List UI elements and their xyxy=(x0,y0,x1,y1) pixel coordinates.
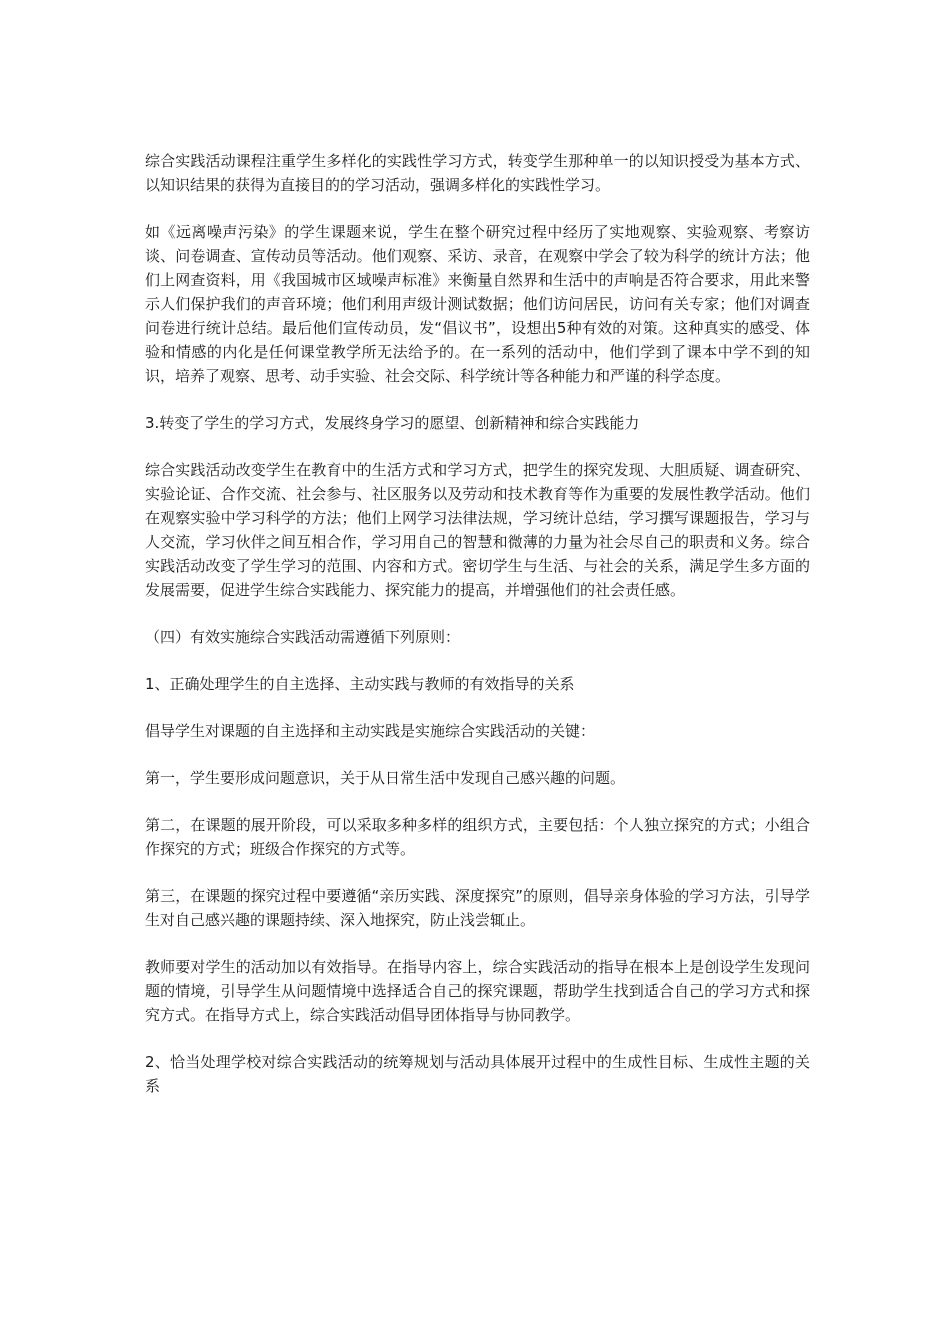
principle-1-heading: 1、正确处理学生的自主选择、主动实践与教师的有效指导的关系 xyxy=(145,675,575,693)
document-body xyxy=(145,149,810,1121)
paragraph-third: 第三，在课题的探究过程中要遵循“亲历实践、深度探究”的原则，倡导亲身体验的学习方法，引导学生对自己感兴趣的课题持续、深入地探究，防止浅尝辄止。 xyxy=(145,887,810,929)
paragraph-key-point: 倡导学生对课题的自主选择和主动实践是实施综合实践活动的关键： xyxy=(145,722,596,740)
paragraph-intro: 综合实践活动课程注重学生多样化的实践性学习方式，转变学生那种单一的以知识授受为基本方式、以知识结果的获得为直接目的的学习活动，强调多样化的实践性学习。 xyxy=(145,152,810,194)
paragraph-teacher-guidance: 教师要对学生的活动加以有效指导。在指导内容上，综合实践活动的指导在根本上是创设学生发现问题的情境，引导学生从问题情境中选择适合自己的探究课题，帮助学生找到适合自己的学习方式和探究方式。在指导方式上，综合实践活动倡导团体指导与协同教学。 xyxy=(145,958,810,1024)
paragraph-learning-methods: 综合实践活动改变学生在教育中的生活方式和学习方式，把学生的探究发现、大胆质疑、调查研究、实验论证、合作交流、社会参与、社区服务以及劳动和技术教育等作为重要的发展性教学活动。他们在观察实验中学习科学的方法；他们上网学习法律法规，学习统计总结，学习撰写课题报告，学习与人交流，学习伙伴之间互相合作，学习用自己的智慧和微薄的力量为社会尽自己的职责和义务。综合实践活动改变了学生学习的范围、内容和方式。密切学生与生活、与社会的关系，满足学生多方面的发展需要，促进学生综合实践能力、探究能力的提高，并增强他们的社会责任感。 xyxy=(145,461,810,599)
section-heading-3: 3.转变了学生的学习方式，发展终身学习的愿望、创新精神和综合实践能力 xyxy=(145,414,640,432)
paragraph-first: 第一，学生要形成问题意识，关于从日常生活中发现自己感兴趣的问题。 xyxy=(145,769,626,787)
paragraph-second: 第二，在课题的展开阶段，可以采取多种多样的组织方式，主要包括：个人独立探究的方式；小组合作探究的方式；班级合作探究的方式等。 xyxy=(145,816,810,858)
principle-2-heading: 2、恰当处理学校对综合实践活动的统筹规划与活动具体展开过程中的生成性目标、生成性主题的关系 xyxy=(145,1053,810,1095)
section-heading-principles: （四）有效实施综合实践活动需遵循下列原则： xyxy=(145,628,461,646)
paragraph-noise-example: 如《远离噪声污染》的学生课题来说，学生在整个研究过程中经历了实地观察、实验观察、考察访谈、问卷调查、宣传动员等活动。他们观察、采访、录音，在观察中学会了较为科学的统计方法；他们上网查资料，用《我国城市区域噪声标准》来衡量自然界和生活中的声响是否符合要求，用此来警示人们保护我们的声音环境；他们利用声级计测试数据；他们访问居民，访问有关专家；他们对调查问卷进行统计总结。最后他们宣传动员，发“倡议书”，设想出5种有效的对策。这种真实的感受、体验和情感的内化是任何课堂教学所无法给予的。在一系列的活动中，他们学到了课本中学不到的知识，培养了观察、思考、动手实验、社会交际、科学统计等各种能力和严谨的科学态度。 xyxy=(145,223,810,385)
